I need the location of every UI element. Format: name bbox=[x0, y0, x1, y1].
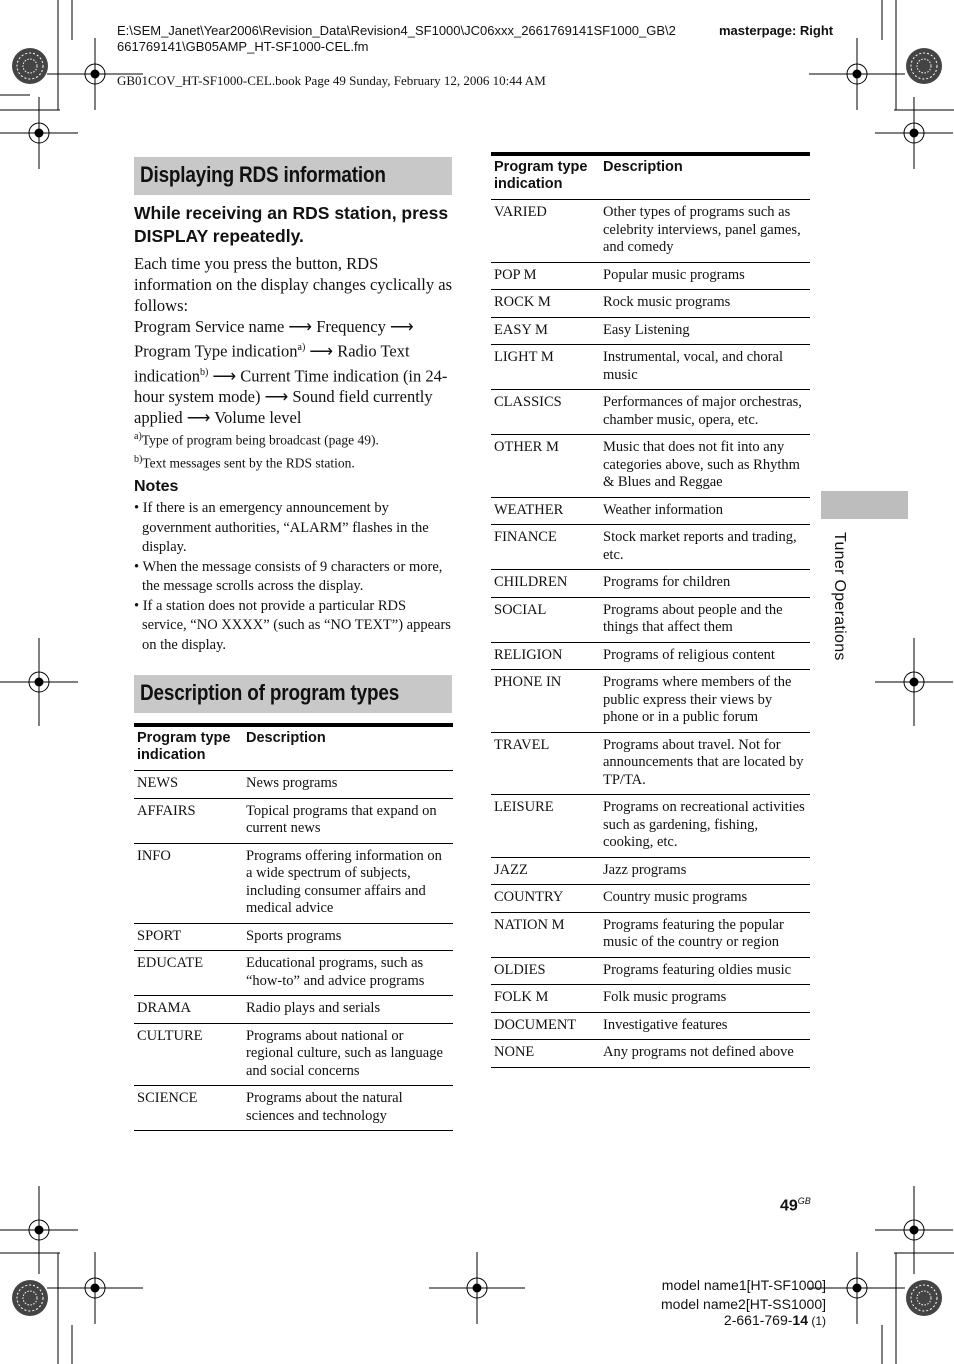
description-cell: Programs of religious content bbox=[600, 642, 810, 670]
program-type-cell: LIGHT M bbox=[491, 345, 600, 390]
table-row bbox=[491, 570, 810, 598]
description-cell: News programs bbox=[243, 771, 453, 799]
section-program-types-heading bbox=[134, 675, 452, 713]
program-type-cell: COUNTRY bbox=[491, 885, 600, 913]
page-number: $49^{GB}$ bbox=[780, 1196, 811, 1215]
table-row bbox=[491, 1012, 810, 1040]
table-row bbox=[491, 262, 810, 290]
program-type-cell: SCIENCE bbox=[134, 1086, 243, 1131]
program-type-cell: ROCK M bbox=[491, 290, 600, 318]
program-type-cell: AFFAIRS bbox=[134, 798, 243, 843]
table-row bbox=[491, 912, 810, 957]
program-type-cell: WEATHER bbox=[491, 497, 600, 525]
description-cell: Programs about national or regional culture, such as language and social concerns bbox=[243, 1023, 453, 1086]
description-cell: Investigative features bbox=[600, 1012, 810, 1040]
arrow-icon: ⟶ bbox=[264, 387, 289, 406]
program-type-cell: LEISURE bbox=[491, 795, 600, 858]
program-type-cell: INFO bbox=[134, 843, 243, 923]
program-type-cell: DOCUMENT bbox=[491, 1012, 600, 1040]
side-tab-label: Tuner Operations bbox=[831, 532, 848, 661]
file-path-line-1: E:\SEM_Janet\Year2006\Revision_Data\Revision4_SF1000\JC06xxx_2661769141SF1000_GB\2 bbox=[117, 23, 676, 38]
col-header-description: Description bbox=[246, 730, 326, 746]
program-type-cell: SPORT bbox=[134, 923, 243, 951]
part-code: 2-661-769-14 (1) bbox=[723, 1312, 826, 1328]
table-row bbox=[134, 996, 453, 1024]
program-type-cell: VARIED bbox=[491, 200, 600, 263]
description-cell: Educational programs, such as “how-to” and advice programs bbox=[243, 951, 453, 996]
arrow-icon: ⟶ bbox=[186, 408, 211, 427]
description-cell: Programs about the natural sciences and technology bbox=[243, 1086, 453, 1131]
table-row bbox=[491, 670, 810, 733]
program-type-cell: CLASSICS bbox=[491, 390, 600, 435]
program-type-cell: CULTURE bbox=[134, 1023, 243, 1086]
masterpage-label: masterpage: Right bbox=[719, 23, 834, 38]
program-type-cell: EASY M bbox=[491, 317, 600, 345]
col-header-type: Program type indication bbox=[137, 730, 231, 763]
description-cell: Topical programs that expand on current news bbox=[243, 798, 453, 843]
description-cell: Easy Listening bbox=[600, 317, 810, 345]
table-header bbox=[134, 725, 453, 771]
notes-list bbox=[134, 499, 452, 655]
program-type-cell: NONE bbox=[491, 1040, 600, 1068]
description-cell: Jazz programs bbox=[600, 857, 810, 885]
table-row bbox=[134, 1086, 453, 1131]
description-cell: Instrumental, vocal, and choral music bbox=[600, 345, 810, 390]
rds-footnotes bbox=[134, 427, 454, 472]
table-row bbox=[491, 525, 810, 570]
program-type-cell: TRAVEL bbox=[491, 732, 600, 795]
table-row bbox=[491, 435, 810, 498]
table-body bbox=[134, 771, 453, 1131]
table-body bbox=[491, 200, 810, 1068]
table-row bbox=[491, 290, 810, 318]
description-cell: Weather information bbox=[600, 497, 810, 525]
table-row bbox=[134, 798, 453, 843]
table-row bbox=[491, 317, 810, 345]
description-cell: Music that does not fit into any categories above, such as Rhythm & Blues and Reggae bbox=[600, 435, 810, 498]
program-type-cell: DRAMA bbox=[134, 996, 243, 1024]
description-cell: Programs featuring the popular music of the country or region bbox=[600, 912, 810, 957]
program-type-cell: FINANCE bbox=[491, 525, 600, 570]
model-name-1: model name1[HT-SF1000] bbox=[661, 1277, 826, 1293]
rds-sequence: Program Service name ⟶ Frequency ⟶ Program Type indication$^{a)}$ ⟶ Radio Text indication$^{b)}$ ⟶ Current Time indication (in 24-hour system mode) ⟶ Sound field currently applied ⟶ Volume level bbox=[134, 317, 448, 427]
program-type-cell: SOCIAL bbox=[491, 597, 600, 642]
program-type-cell: POP M bbox=[491, 262, 600, 290]
note-item: • If a station does not provide a particular RDS service, “NO XXXX” (such as “NO TEXT”) appears on the display. bbox=[134, 597, 451, 653]
table-row bbox=[491, 732, 810, 795]
program-type-cell: NEWS bbox=[134, 771, 243, 799]
table-row bbox=[491, 857, 810, 885]
program-type-cell: CHILDREN bbox=[491, 570, 600, 598]
arrow-icon: ⟶ bbox=[212, 366, 237, 385]
program-type-cell: EDUCATE bbox=[134, 951, 243, 996]
rds-intro: Each time you press the button, RDS information on the display changes cyclically as follows: bbox=[134, 254, 452, 315]
footnote: $^{b)}$Text messages sent by the RDS station. bbox=[134, 453, 355, 470]
description-cell: Other types of programs such as celebrity interviews, panel games, and comedy bbox=[600, 200, 810, 263]
side-tab bbox=[821, 491, 908, 519]
description-cell: Any programs not defined above bbox=[600, 1040, 810, 1068]
table-row bbox=[491, 985, 810, 1013]
description-cell: Radio plays and serials bbox=[243, 996, 453, 1024]
description-cell: Programs on recreational activities such as gardening, fishing, cooking, etc. bbox=[600, 795, 810, 858]
table-row bbox=[491, 390, 810, 435]
notes-heading: Notes bbox=[134, 478, 179, 495]
rds-lead: While receiving an RDS station, press DISPLAY repeatedly. bbox=[134, 203, 449, 246]
section-rds-heading bbox=[134, 157, 452, 195]
description-cell: Programs offering information on a wide spectrum of subjects, including consumer affairs and medical advice bbox=[243, 843, 453, 923]
description-cell: Sports programs bbox=[243, 923, 453, 951]
table-row bbox=[491, 642, 810, 670]
table-row bbox=[491, 200, 810, 263]
program-type-cell: NATION M bbox=[491, 912, 600, 957]
table-row bbox=[134, 771, 453, 799]
description-cell: Performances of major orchestras, chamber music, opera, etc. bbox=[600, 390, 810, 435]
program-type-cell: PHONE IN bbox=[491, 670, 600, 733]
table-row bbox=[491, 957, 810, 985]
table-row bbox=[491, 497, 810, 525]
description-cell: Programs about travel. Not for announcements that are located by TP/TA. bbox=[600, 732, 810, 795]
program-type-cell: OTHER M bbox=[491, 435, 600, 498]
program-types-table-left bbox=[134, 723, 453, 1131]
file-path-line-2: 661769141\GB05AMP_HT-SF1000-CEL.fm bbox=[117, 39, 369, 54]
arrow-icon: ⟶ bbox=[288, 317, 313, 336]
description-cell: Programs where members of the public express their views by phone or in a public forum bbox=[600, 670, 810, 733]
col-header-description: Description bbox=[603, 159, 683, 175]
model-name-2: model name2[HT-SS1000] bbox=[661, 1296, 826, 1312]
description-cell: Folk music programs bbox=[600, 985, 810, 1013]
arrow-icon: ⟶ bbox=[389, 317, 414, 336]
table-row bbox=[134, 923, 453, 951]
program-type-cell: FOLK M bbox=[491, 985, 600, 1013]
program-type-cell: RELIGION bbox=[491, 642, 600, 670]
description-cell: Programs featuring oldies music bbox=[600, 957, 810, 985]
description-cell: Popular music programs bbox=[600, 262, 810, 290]
table-row bbox=[491, 597, 810, 642]
table-row bbox=[491, 795, 810, 858]
note-item: • When the message consists of 9 characters or more, the message scrolls across the display. bbox=[134, 558, 443, 594]
table-row bbox=[134, 951, 453, 996]
file-path bbox=[117, 23, 717, 55]
description-cell: Programs for children bbox=[600, 570, 810, 598]
table-row bbox=[134, 1023, 453, 1086]
program-type-cell: OLDIES bbox=[491, 957, 600, 985]
col-header-type: Program type indication bbox=[494, 159, 588, 192]
section-program-types-title: Description of program types bbox=[140, 680, 400, 705]
table-row bbox=[491, 885, 810, 913]
description-cell: Rock music programs bbox=[600, 290, 810, 318]
table-row bbox=[491, 1040, 810, 1068]
description-cell: Country music programs bbox=[600, 885, 810, 913]
book-info: GB01COV_HT-SF1000-CEL.book Page 49 Sunday, February 12, 2006 10:44 AM bbox=[117, 73, 546, 88]
section-rds-title: Displaying RDS information bbox=[140, 162, 386, 187]
description-cell: Stock market reports and trading, etc. bbox=[600, 525, 810, 570]
program-types-table-right bbox=[491, 152, 810, 1068]
program-type-cell: JAZZ bbox=[491, 857, 600, 885]
arrow-icon: ⟶ bbox=[309, 341, 334, 361]
table-row bbox=[491, 345, 810, 390]
footnote: $^{a)}$Type of program being broadcast (page 49). bbox=[134, 431, 379, 448]
note-item: • If there is an emergency announcement by government authorities, “ALARM” flashes in the display. bbox=[134, 500, 429, 555]
table-row bbox=[134, 843, 453, 923]
description-cell: Programs about people and the things that affect them bbox=[600, 597, 810, 642]
table-header bbox=[491, 154, 810, 200]
